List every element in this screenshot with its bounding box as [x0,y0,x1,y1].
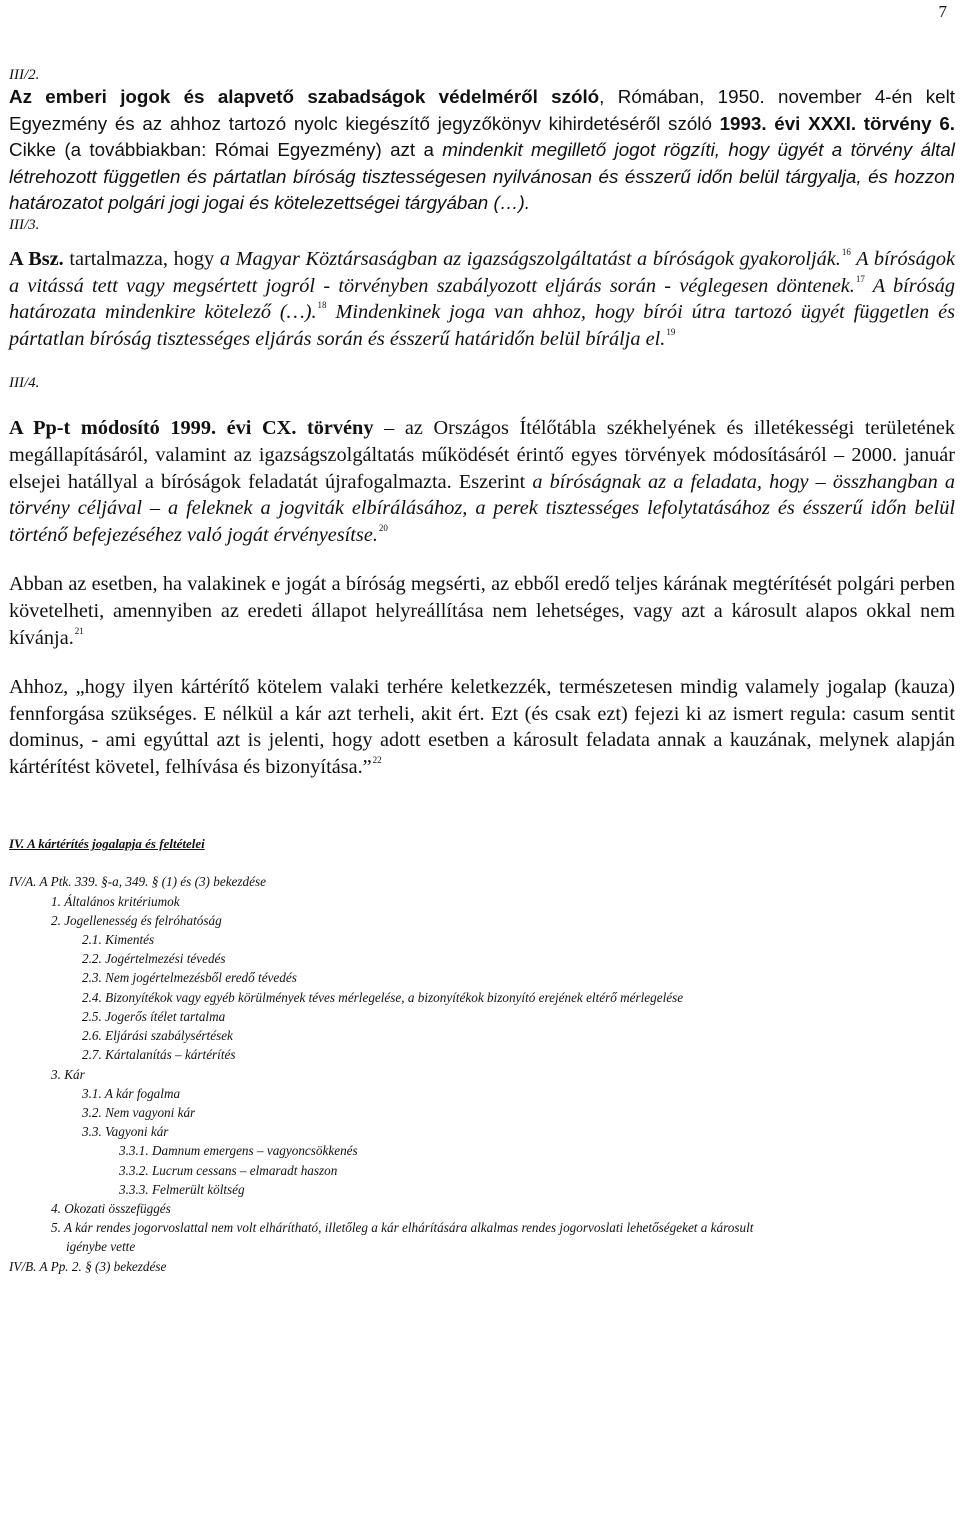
paragraph-rome-convention [9,84,955,217]
italic-quote: Mindenkinek joga van ahhoz, hogy bírói útra tartozó ügyét független és pártatlan bíróság tisztességes eljárás során és ésszerű határidőn belül bírálja el. [9,301,956,350]
text: tartalmazza, hogy [63,247,220,270]
italic-quote: A bíróság határozata mindenkire kötelező (…). [9,274,955,324]
toc-item: 3.3.1. Damnum emergens – vagyoncsökkenés [119,1143,358,1159]
toc-item: 4. Okozati összefüggés [51,1200,171,1216]
toc-item: 3.3. Vagyoni kár [82,1124,169,1140]
toc-item: 3.2. Nem vagyoni kár [82,1104,196,1120]
toc-item: 2. Jogellenesség és felróhatóság [51,912,222,928]
toc-item: 2.5. Jogerős ítélet tartalma [82,1008,226,1024]
toc-item: 3.3.3. Felmerült költség [119,1181,245,1197]
toc-item: 2.3. Nem jogértelmezésből eredő tévedés [82,970,297,986]
section-label: III/3. [9,216,40,233]
footnote-ref[interactable]: 19 [666,326,676,337]
toc-item: 3.1. A kár fogalma [82,1085,181,1101]
bold-text: Az emberi jogok és alapvető szabadságok védelméről szóló [9,86,600,107]
bold-text: 1993. évi XXXI. törvény 6. [719,112,955,134]
footnote-ref[interactable]: 22 [372,754,382,765]
toc-item: 2.1. Kimentés [82,932,155,948]
text: – az Országos Ítélőtábla székhelyének és illetékességi területének megállapításáról, valamint az igazságszolgáltatás működését érintő egyes törvények módosításáról – 2000. január elsejei hatállyal a bíróságok feladatát újrafogalmazta. Eszerint [9,417,955,493]
italic-quote: mindenkit megillető jogot rögzíti, hogy ügyét a törvény által létrehozott független és pártatlan bíróság tisztességesen nyilvánosan és ésszerű időn belül tárgyalja, és hozzon határozatot polgári jogi jogai és kötelezettségei tárgyában (…). [9,139,955,214]
toc-item: 3. Kár [51,1066,85,1082]
italic-quote: a Magyar Köztársaságban az igazságszolgáltatást a bíróságok gyakorolják. [219,247,841,270]
toc-item: IV/A. A Ptk. 339. §-a, 349. § (1) és (3) bekezdése [9,874,266,890]
page-number: 7 [938,2,947,21]
footnote-ref[interactable]: 21 [74,625,84,636]
toc-item: igénybe vette [66,1239,136,1255]
footnote-ref[interactable]: 17 [855,273,865,284]
paragraph-pp-amendment [9,415,955,548]
footnote-ref[interactable]: 18 [317,300,327,311]
paragraph-damages [9,571,955,651]
bold-text: A Bsz. [9,247,64,270]
italic-quote: a bíróságnak az a feladata, hogy – összhangban a törvény céljával – a feleknek a jogviták elbírálásához, a perek tisztességes lefolytatásához és ésszerű időn belül történő befejezéséhez való jogát érvényesítse. [9,470,955,546]
toc-item: 1. Általános kritériumok [51,893,180,909]
toc-item: 2.4. Bizonyítékok vagy egyéb körülmények téves mérlegelése, a bizonyítékok bizonyító erejének eltérő mérlegelése [82,989,684,1005]
text: , Rómában, 1950. november 4-én kelt Egyezmény és az ahhoz tartozó nyolc kiegészítő jegyzőkönyv kihirdetéséről szóló [9,86,956,134]
toc-item: 5. A kár rendes jogorvoslattal nem volt elhárítható, illetőleg a kár elhárítására alkalmas rendes jogorvoslati lehetőségeket a károsult [51,1220,754,1236]
text: Ahhoz, „hogy ilyen kártérítő kötelem valaki terhére keletkezzék, természetesen mindig valamely jogalap (kauza) fennforgása szükséges. E nélkül a kár azt terheli, akit ért. Ezt (és csak ezt) fejezi ki az ismert regula: casum sentit dominus, - ami egyúttal azt is jelenti, hogy adott esetben a károsult feladata annak a kauzának, melynek alapján kártérítést követel, felhívása és bizonyítása.” [9,676,955,778]
italic-quote: A bíróságok a vitássá tett vagy megsértett jogról - törvényben szabályozott eljárás során - véglegesen döntenek. [9,247,955,297]
section-label: III/4. [9,375,40,392]
footnote-ref[interactable]: 16 [841,246,851,257]
paragraph-causa [9,674,955,780]
toc-item: 3.3.2. Lucrum cessans – elmaradt haszon [119,1162,338,1178]
footnote-ref[interactable]: 20 [378,522,388,533]
bold-text: A Pp-t módosító 1999. évi CX. törvény [9,417,374,440]
toc-item: IV/B. A Pp. 2. § (3) bekezdése [9,1258,167,1274]
toc-item: 2.6. Eljárási szabálysértések [82,1028,233,1044]
section-label: III/2. [9,67,40,83]
document-body [9,67,955,1276]
text: Cikke (a továbbiakban: Római Egyezmény) azt a [9,139,443,161]
table-of-contents [9,872,955,1275]
paragraph-bsz [9,246,955,352]
text: Abban az esetben, ha valakinek e jogát a bíróság megsérti, az ebből eredő teljes kárának megtérítését polgári perben követelheti, amennyiben az eredeti állapot helyreállítása nem lehetséges, vagy azt a károsult alapos okkal nem kívánja. [9,573,955,649]
toc-item: 2.2. Jogértelmezési tévedés [82,951,226,967]
toc-item: 2.7. Kártalanítás – kártérítés [82,1047,236,1063]
toc-title: IV. A kártérítés jogalapja és feltételei [9,836,205,852]
